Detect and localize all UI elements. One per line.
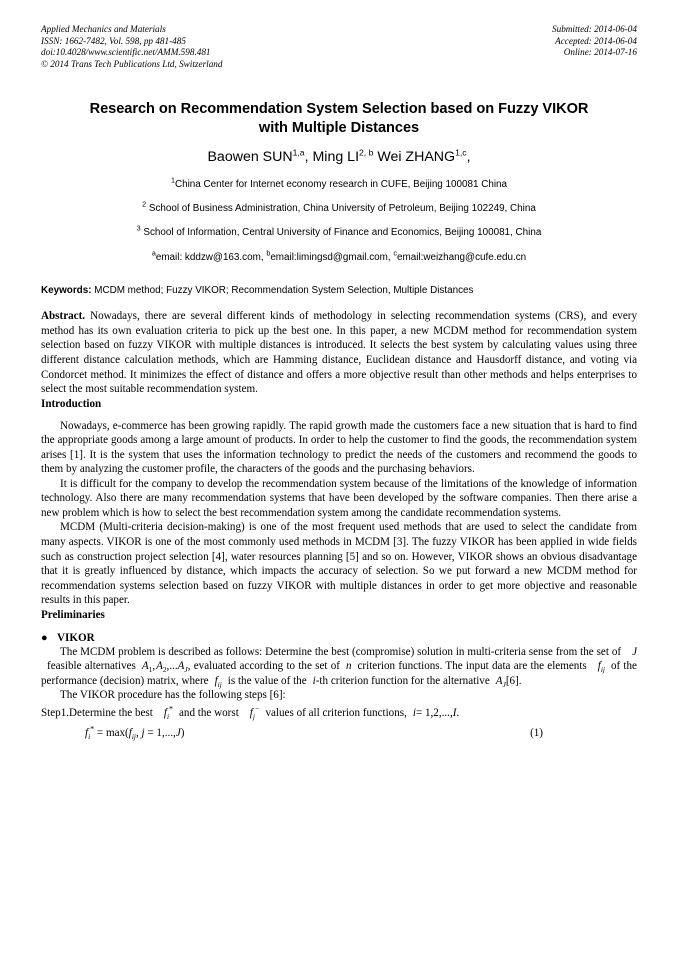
masthead-right-block [552,24,637,59]
author-separator-1: , [304,149,313,166]
symbol-AJ: A [177,660,185,673]
page-title [41,100,637,137]
vikor-desc-part-c: , evaluated according to the set of [187,660,340,673]
symbol-AJ-2-sub: J [502,680,506,690]
introduction-heading: Introduction [41,397,102,410]
email-c-marker: c [393,249,397,259]
affiliation-2 [41,200,637,215]
email-b-address[interactable]: email:limingsd@gmail.com, [270,252,394,264]
vikor-description-paragraph: The MCDM problem is described as follows: Determine the best (compromise) solution in multi-criteria sense from the set of Jfeasible alternatives $A_1$, $A_2,...A_J$, evaluated according to the set of n criterion functions. The input data are the elements $f_{ij}$ of the performance (decision) matrix, where $f_{ij}$ is the value of the i-th criterion function for the alternative $A_J[6]$. [41,645,637,690]
symbol-f-j-minus-sub: j [252,712,255,722]
symbol-f-j-minus-sup: − [254,704,260,714]
symbol-f-j-minus: f [249,706,253,719]
symbol-n: n [345,660,352,673]
email-a-address[interactable]: email: kddzw@163.com, [155,252,267,264]
keywords-label: Keywords: [41,285,92,297]
keywords-value: MCDM method; Fuzzy VIKOR; Recommendation System Selection, Multiple Distances [91,285,474,297]
accepted-date: Accepted: 2014-06-04 [555,35,637,46]
vikor-desc-part-b: feasible alternatives [47,660,136,673]
introduction-paragraph-1: Nowadays, e-commerce has been growing rapidly. The rapid growth made the customers face a new situation that is hard to find the appropriate goods among a large amount of products. In order to help the customer to find the goods, the recommendation system arises [1]. It is the system that uses the information technology to predict the needs of the customers and recommend the goods to them by analyzing the customer profile, the characters of the goods and the purchasing behaviors. [41,419,637,476]
equation-1-row [41,724,637,742]
vikor-desc-reference: [6]. [505,674,522,687]
symbol-AJ-sub: J [184,665,188,675]
symbol-AJ-2: A [495,674,503,687]
vikor-step-1 [41,703,637,723]
step1-text-b: and the worst [179,706,239,719]
affiliation-3-marker: 3 [136,224,141,234]
vikor-desc-part-h: -th criterion function for the alternative [315,674,490,687]
introduction-paragraph-2: It is difficult for the company to develop the recommendation system because of the limitations of the knowledge of information technology. Also there are many recommendation systems that have been developed by the software companies. Then there arise a new problem which is how to select the best recommendation system among the candidate recommendation systems. [41,477,637,519]
abstract-block [41,309,637,396]
vikor-bullet-label: VIKOR [57,631,95,644]
equation-1-number: (1) [530,726,543,739]
vikor-desc-part-e: of the performance (decision) matrix, where [41,660,637,687]
preliminaries-heading: Preliminaries [41,608,105,621]
introduction-paragraph-3: MCDM (Multi-criteria decision-making) is one of the most frequent used methods that are used to select the candidate from many aspects. VIKOR is one of the most commonly used methods in MCDM [3]. The fuzzy VIKOR has been applied in wide fields such as construction project selection [4], water resources planning [5] and so on. However, VIKOR shows an obvious disadvantage that it is greatly influenced by distance, which impacts the accuracy of selection. So we put forward a new MCDM method for recommendation systems selection based on fuzzy VIKOR with multiple distances in order to get more objective and reasonable results in this paper. [41,521,637,607]
abstract-label: Abstract. [41,310,86,323]
author-list-trailing-comma: , [466,149,471,166]
symbol-f-ij-2-sub: ij [217,680,222,690]
author-3-affil-marker: 1,c [455,147,467,158]
step1-range-eq: = 1,2,..., [415,706,453,719]
symbol-I-upper: I [452,706,457,719]
eq1-arg-j: j [141,726,145,739]
journal-doi: doi:10.4028/www.scientific.net/AMM.598.481 [41,47,211,58]
eq1-arg-J: J [175,726,181,739]
eq1-relation: = max( [94,726,129,739]
author-1-affil-marker: 1,a [292,147,305,158]
vikor-desc-part-g: is the value of the [227,674,307,687]
online-date: Online: 2014-07-16 [563,47,637,58]
symbol-i-range: i [412,706,416,719]
symbol-J: J [632,645,637,658]
page-title-line-1: Research on Recommendation System Selection based on Fuzzy VIKOR [89,101,589,118]
symbol-i: i [312,674,316,687]
symbol-f-ij-1-sub: ij [600,665,605,675]
vikor-desc-part-a: The MCDM problem is described as follows: Determine the best (compromise) solution in multi-criteria sense from the set of [60,645,622,658]
symbol-f-i-star: f [163,706,167,719]
equation-1-expression [41,724,185,742]
email-b-marker: b [266,249,271,259]
eq1-arg-eq: = 1,..., [144,726,176,739]
affiliation-2-text: School of Business Administration, China University of Petroleum, Beijing 102249, China [146,203,536,215]
symbol-f-ij-2: f [214,674,218,687]
journal-name: Applied Mechanics and Materials [41,24,166,34]
step1-period: . [456,706,460,719]
page-title-line-2: with Multiple Distances [258,119,420,136]
symbol-A2: A [156,660,163,673]
affiliation-1-marker: 1 [170,176,175,186]
vikor-bullet-item [41,631,637,645]
abstract-text: Nowadays, there are several different kinds of methodology in selecting recommendation systems (CRS), and every method has its own evaluation criteria to pick up the best one. In this paper, a new MCDM method for recommendation system selection based on fuzzy VIKOR with multiple distances is introduced. It selects the best system by calculating values using three different distance calculation methods, which are Hamming distance, Euclidean distance and Hausdorff distance, and voting via Condorcet method. It minimizes the effect of distance and offers a more objective result than other methods and helps enterprises to select the most suitable recommendation system. [41,310,637,396]
symbol-A1: A [141,660,149,673]
submitted-date: Submitted: 2014-06-04 [552,24,637,34]
journal-issn-volume: ISSN: 1662-7482, Vol. 598, pp 481-485 [41,35,186,46]
journal-copyright: © 2014 Trans Tech Publications Ltd, Switzerland [41,58,223,69]
eq1-lhs-f: f [85,726,89,739]
author-list [41,148,637,166]
eq1-lhs-sup: * [90,724,95,734]
eq1-lhs-sub: i [88,732,91,742]
symbol-f-i-star-sub: i [166,712,169,722]
affiliation-3-text: School of Information, Central University of Finance and Economics, Beijing 100081, China [140,227,542,239]
step1-text-c: values of all criterion functions, [265,706,407,719]
author-emails [41,249,637,264]
eq1-arg-sub: ij [131,732,136,742]
author-3-name: Wei ZHANG [377,149,456,166]
eq1-arg-f: f [128,726,132,739]
affiliation-2-marker: 2 [142,200,147,210]
author-1-name: Baowen SUN [207,149,293,166]
bullet-dot-icon: ● [41,631,48,644]
masthead-left-block [41,24,222,70]
symbol-A2-sub: 2 [162,665,167,675]
author-2-name: Ming LI [312,149,360,166]
step1-text-a: Step1.Determine the best [41,706,153,719]
affiliation-3 [41,224,637,239]
symbol-f-ij-1: f [597,660,601,673]
symbol-A1-sub: 1 [148,665,153,675]
eq1-close-paren: ) [180,726,185,739]
email-a-marker: a [151,249,156,259]
vikor-desc-part-d: criterion functions. The input data are the elements [357,660,587,673]
symbol-alts-ellipsis: ,... [166,660,178,673]
email-c-address[interactable]: email:weizhang@cufe.edu.cn [396,252,527,264]
keywords-line [41,285,637,297]
affiliation-1-text: China Center for Internet economy research in CUFE, Beijing 100081 China [174,179,508,191]
eq1-arg-separator: , [135,726,142,739]
vikor-procedure-paragraph: The VIKOR procedure has the following steps [6]: [60,689,286,702]
journal-masthead [41,24,637,70]
affiliation-1 [41,176,637,191]
author-2-affil-marker: 2, b [359,147,374,158]
symbol-f-i-star-sup: * [169,704,173,714]
